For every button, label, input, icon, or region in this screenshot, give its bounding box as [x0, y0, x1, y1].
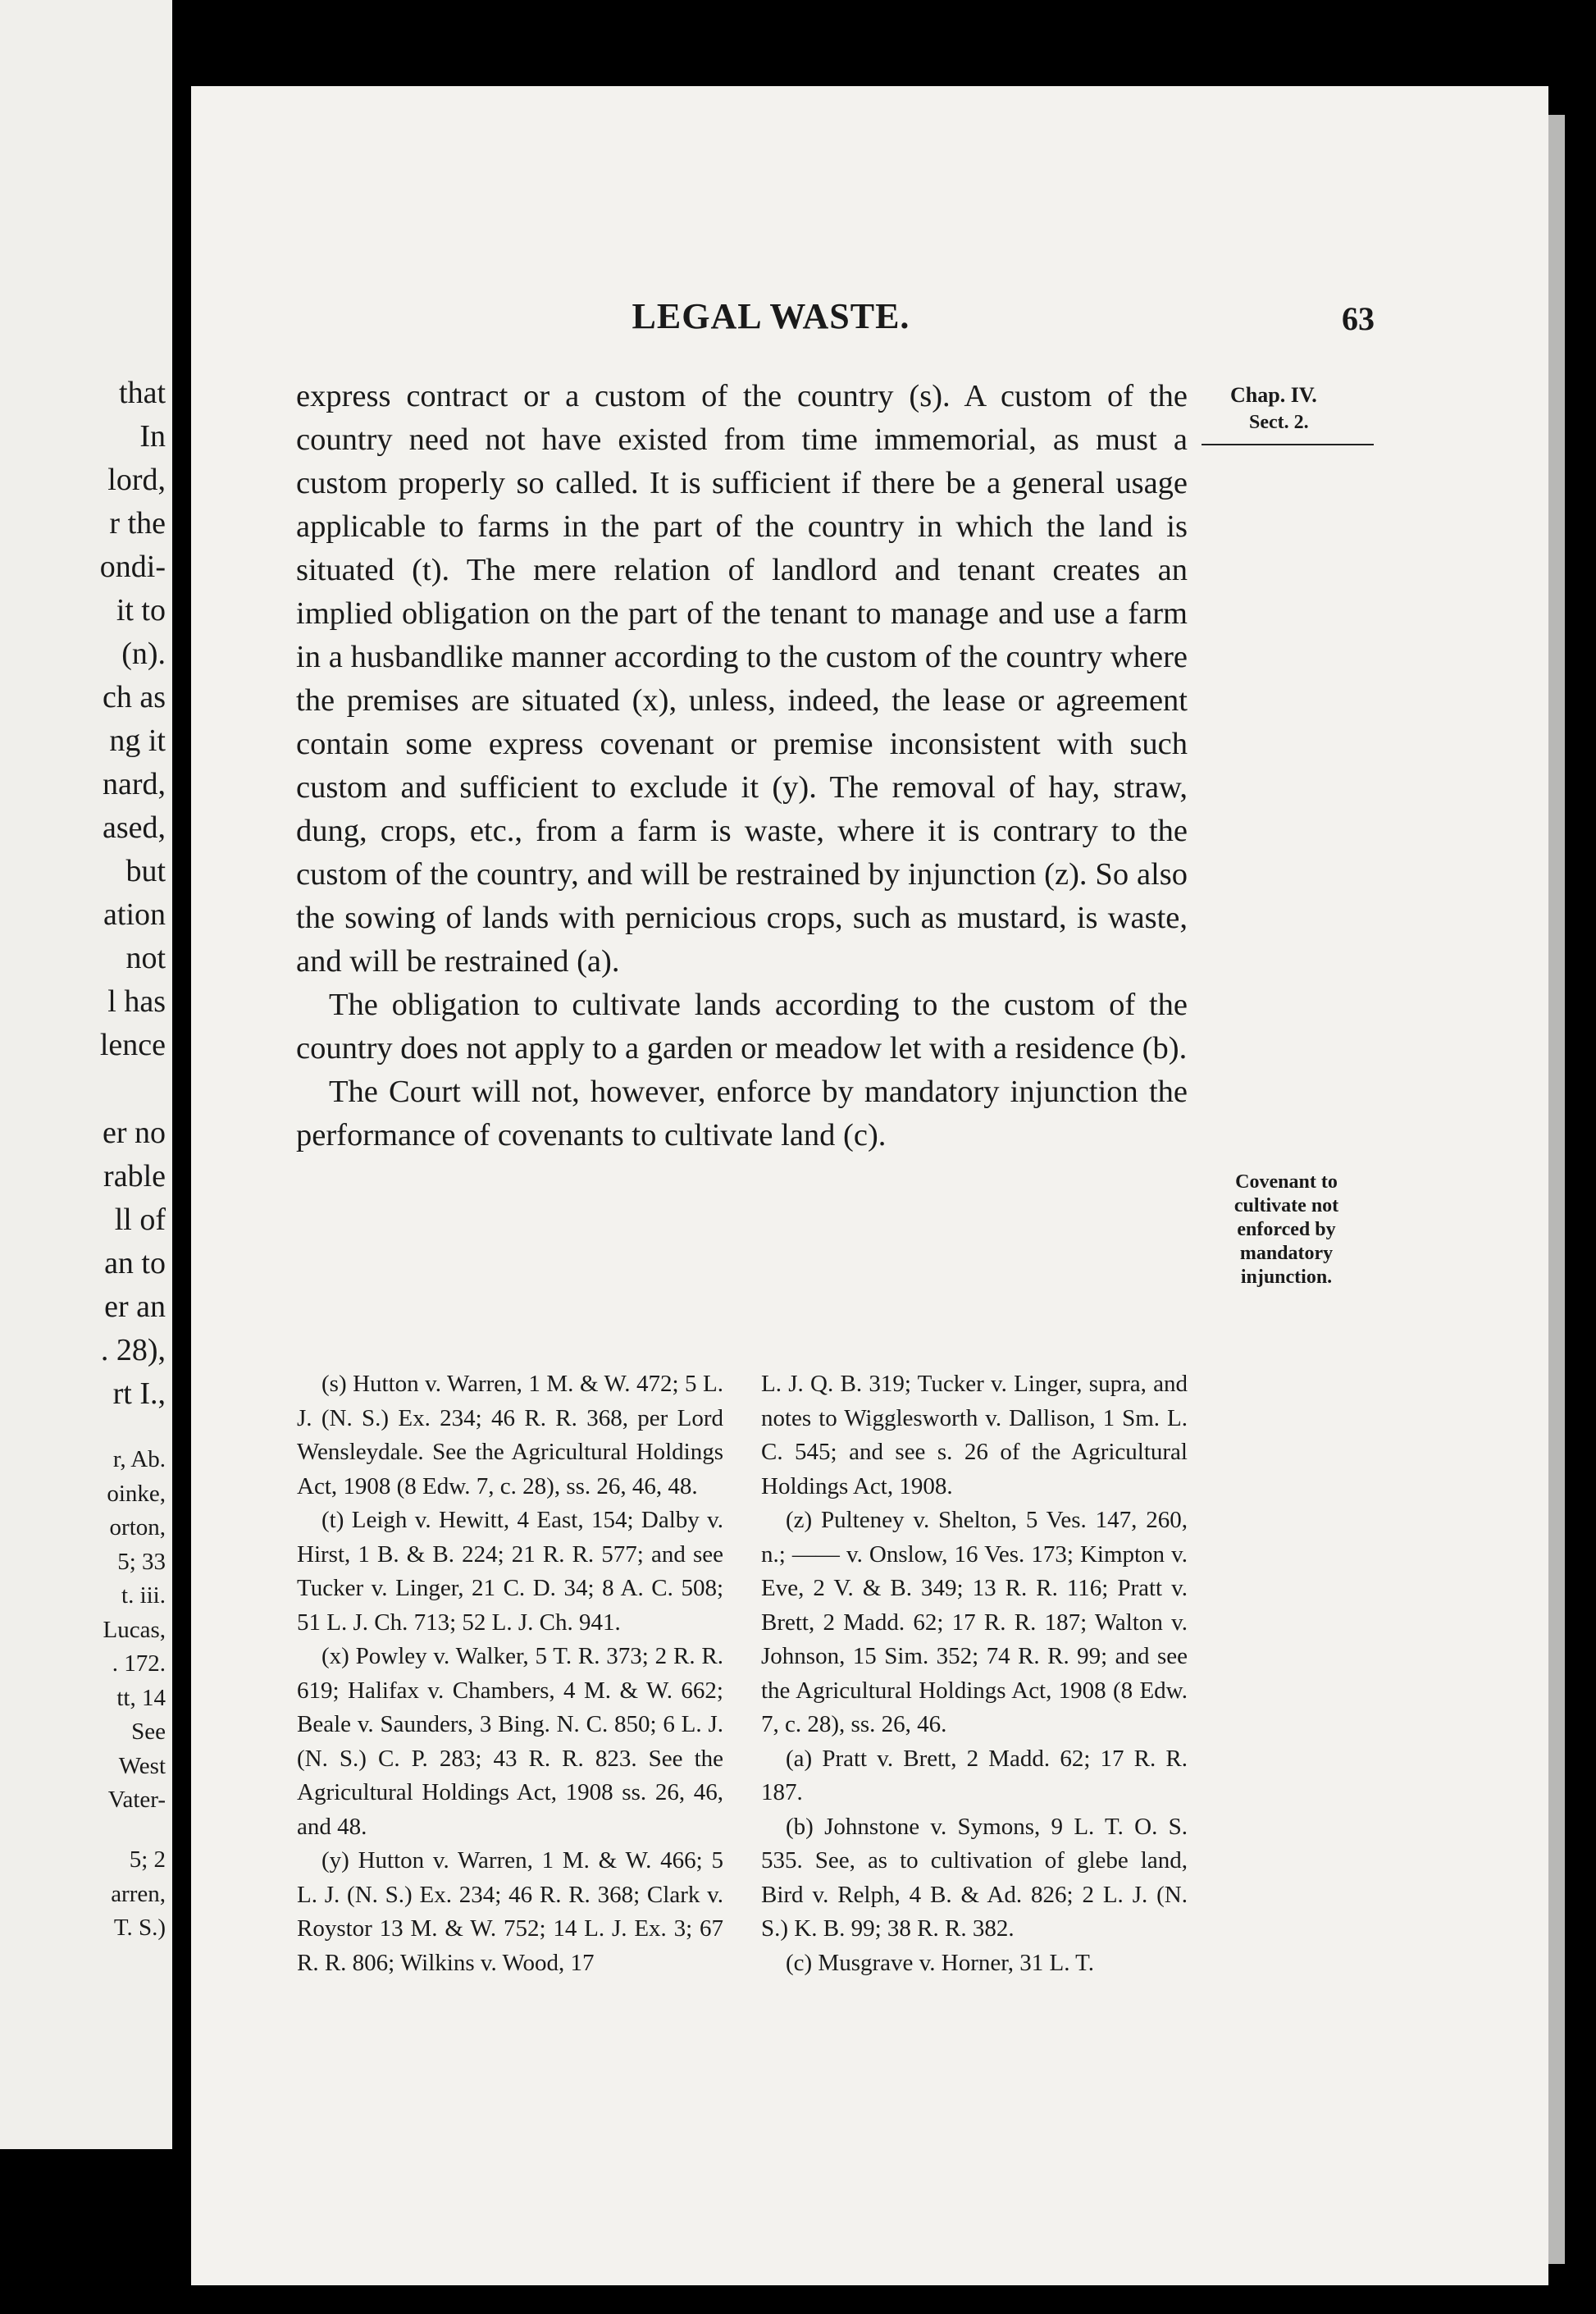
chapter-label: Chap. IV. [1230, 383, 1317, 407]
footnote-continuation: L. J. Q. B. 319; Tucker v. Linger, supra, and notes to Wigglesworth v. Dallison, 1 Sm. L. C. 545; and see s. 26 of the Agricultural Holdings Act, 1908. [761, 1371, 1188, 1499]
left-page-fragment: T. S.) [113, 1915, 166, 1941]
left-page-fragment: but [125, 854, 166, 888]
footnote: (y) Hutton v. Warren, 1 M. & W. 466; 5 L. J. (N. S.) Ex. 234; 46 R. R. 368; Clark v. Roystor 13 M. & W. 752; 14 L. J. Ex. 3; 67 R. R. 806; Wilkins v. Wood, 17 [297, 1847, 723, 1976]
left-page-fragment: lord, [107, 463, 166, 497]
left-page-fragment: ondi- [99, 550, 166, 584]
left-page-fragment: arren, [111, 1880, 166, 1907]
previous-page-strip [0, 0, 172, 2149]
left-page-fragment: rable [103, 1159, 166, 1194]
body-text [296, 375, 1188, 1157]
body-paragraph: express contract or a custom of the country (s). A custom of the country need not have existed from time immemorial, as must a custom properly so called. It is sufficient if there be a general usage applicable to farms in the part of the country in which the land is situated (t). The mere relation of landlord and tenant creates an implied obligation on the part of the tenant to manage and use a farm in a husbandlike manner according to the custom of the country where the premises are situated (x), unless, indeed, the lease or agreement contain some express covenant or premise inconsistent with such custom and sufficient to exclude it (y). The removal of hay, straw, dung, crops, etc., from a farm is waste, where it is contrary to the custom of the country, and will be restrained by injunction (z). So also the sowing of lands with pernicious crops, such as mustard, is waste, and will be restrained (a). [296, 379, 1188, 979]
left-page-fragment: that [119, 376, 166, 410]
left-page-fragment: orton, [109, 1514, 166, 1540]
left-page-fragment: t. iii. [121, 1582, 166, 1609]
footnote: (t) Leigh v. Hewitt, 4 East, 154; Dalby v. Hirst, 1 B. & B. 224; 21 R. R. 577; and see Tucker v. Linger, 21 C. D. 34; 8 A. C. 508; 51 L. J. Ch. 713; 52 L. J. Ch. 941. [297, 1507, 723, 1636]
footnotes-right-column [761, 1367, 1188, 1980]
margin-rule [1202, 444, 1374, 445]
left-page-fragment: an to [104, 1246, 166, 1280]
left-page-fragment: See [131, 1718, 166, 1745]
footnote: (c) Musgrave v. Horner, 31 L. T. [786, 1949, 1094, 1976]
left-page-fragment: rt I., [112, 1376, 166, 1411]
left-page-fragment: lence [99, 1028, 166, 1062]
left-page-fragment: . 28), [100, 1333, 166, 1367]
left-page-fragment: 5; 2 [129, 1846, 166, 1873]
left-page-fragment: not [125, 941, 166, 975]
left-page-fragment: er no [102, 1116, 166, 1150]
body-paragraph: The obligation to cultivate lands according to the custom of the country does not apply to a garden or meadow let with a residence (b). [296, 988, 1188, 1066]
left-page-fragment: nard, [102, 767, 166, 801]
left-page-fragment: ch as [102, 680, 166, 714]
left-page-fragment: Vater- [107, 1787, 166, 1813]
left-page-fragment: 5; 33 [117, 1548, 166, 1575]
left-page-fragment: l has [107, 984, 166, 1019]
page-number: 63 [1342, 300, 1375, 337]
footnotes-left-column [297, 1367, 723, 1980]
margin-sidenote: Covenant to cultivate not enforced by mandatory injunction. [1233, 1171, 1339, 1288]
left-page-fragment: er an [104, 1289, 166, 1324]
left-page-fragment: r, Ab. [112, 1446, 166, 1472]
left-page-fragment: ation [103, 897, 166, 932]
left-page-fragment: r the [109, 506, 166, 541]
left-page-fragment: In [139, 419, 166, 454]
book-page [191, 86, 1548, 2285]
section-label: Sect. 2. [1249, 412, 1309, 433]
left-page-fragment: ng it [109, 723, 166, 758]
footnote: (s) Hutton v. Warren, 1 M. & W. 472; 5 L. J. (N. S.) Ex. 234; 46 R. R. 368, per Lord Wensleydale. See the Agricultural Holdings Act, 1908 (8 Edw. 7, c. 28), ss. 26, 46, 48. [297, 1371, 723, 1499]
left-page-fragment: West [118, 1752, 166, 1779]
left-page-fragment: Lucas, [103, 1616, 166, 1643]
left-page-fragment: (n). [121, 637, 166, 671]
footnote: (b) Johnstone v. Symons, 9 L. T. O. S. 535. See, as to cultivation of glebe land, Bird v. Relph, 4 B. & Ad. 826; 2 L. J. (N. S.) K. B. 99; 38 R. R. 382. [761, 1813, 1188, 1942]
left-page-fragment: . 172. [112, 1650, 166, 1677]
left-page-fragment: it to [116, 593, 166, 628]
footnote: (z) Pulteney v. Shelton, 5 Ves. 147, 260, n.; —— v. Onslow, 16 Ves. 173; Kimpton v. Eve, 2 V. & B. 349; 13 R. R. 116; Pratt v. Brett, 2 Madd. 62; 17 R. R. 187; Walton v. Johnson, 15 Sim. 352; 74 R. R. 99; and see the Agricultural Holdings Act, 1908 (8 Edw. 7, c. 28), ss. 26, 46. [761, 1507, 1188, 1737]
left-page-fragment: ased, [102, 810, 166, 845]
left-page-fragment: oinke, [107, 1480, 166, 1507]
footnote: (a) Pratt v. Brett, 2 Madd. 62; 17 R. R. 187. [761, 1745, 1188, 1805]
body-paragraph: The Court will not, however, enforce by mandatory injunction the performance of covenants to cultivate land (c). [296, 1075, 1188, 1152]
left-page-fragment: tt, 14 [116, 1684, 166, 1711]
left-page-fragment: ll of [114, 1203, 166, 1237]
running-head: LEGAL WASTE. [632, 296, 910, 336]
footnote: (x) Powley v. Walker, 5 T. R. 373; 2 R. R. 619; Halifax v. Chambers, 4 M. & W. 662; Beale v. Saunders, 3 Bing. N. C. 850; 6 L. J. (N. S.) C. P. 283; 43 R. R. 823. See the Agricultural Holdings Act, 1908 ss. 26, 46, and 48. [297, 1643, 723, 1840]
page-edge [1548, 115, 1565, 2264]
